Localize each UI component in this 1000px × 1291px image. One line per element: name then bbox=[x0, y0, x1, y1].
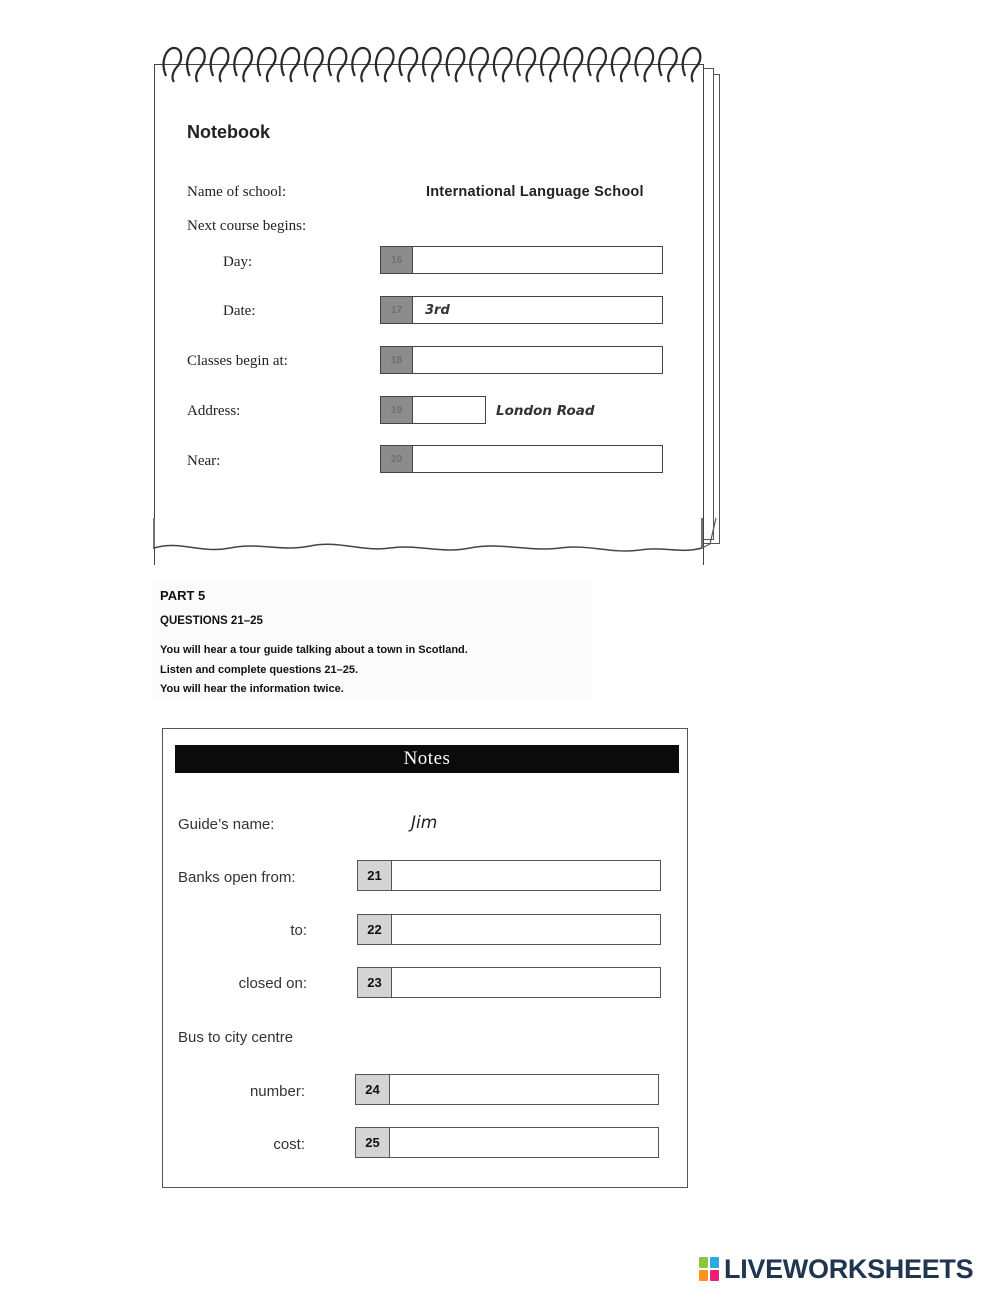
near-input[interactable] bbox=[417, 446, 658, 472]
near-field bbox=[380, 445, 663, 473]
instruction-line: You will hear a tour guide talking about a town in Scotland. bbox=[160, 644, 468, 656]
question-number: 24 bbox=[356, 1075, 390, 1104]
instruction-line: You will hear the information twice. bbox=[160, 683, 344, 695]
spiral-ring bbox=[659, 48, 677, 82]
spiral-ring bbox=[518, 48, 536, 82]
bus-label: Bus to city centre bbox=[178, 1029, 294, 1046]
spiral-ring bbox=[447, 48, 465, 82]
guide-name-value: Jim bbox=[411, 813, 438, 833]
closed-on-field bbox=[357, 967, 661, 998]
question-number: 21 bbox=[358, 861, 392, 890]
banks-to-label: to: bbox=[290, 922, 307, 939]
spiral-ring bbox=[305, 48, 323, 82]
spiral-ring bbox=[565, 48, 583, 82]
bus-number-field bbox=[355, 1074, 659, 1105]
address-label: Address: bbox=[187, 403, 241, 419]
day-input[interactable] bbox=[417, 247, 658, 273]
spiral-ring bbox=[282, 48, 300, 82]
question-number: 20 bbox=[381, 446, 413, 472]
address-field bbox=[380, 396, 486, 424]
date-input[interactable] bbox=[417, 297, 658, 323]
brand-name: LIVEWORKSHEETS bbox=[724, 1253, 974, 1284]
questions-heading: QUESTIONS 21–25 bbox=[160, 615, 263, 627]
logo-square-blue bbox=[710, 1257, 719, 1268]
address-input[interactable] bbox=[417, 397, 481, 423]
spiral-ring bbox=[234, 48, 252, 82]
spiral-ring bbox=[612, 48, 630, 82]
liveworksheets-brand[interactable] bbox=[698, 1253, 973, 1285]
bus-number-label: number: bbox=[249, 1083, 305, 1100]
logo-square-green bbox=[699, 1257, 708, 1268]
classes-begin-field bbox=[380, 346, 663, 374]
spiral-ring bbox=[164, 48, 182, 82]
liveworksheets-logo-icon bbox=[698, 1256, 720, 1282]
day-label: Day: bbox=[223, 254, 253, 270]
school-value: International Language School bbox=[426, 184, 644, 200]
spiral-ring bbox=[588, 48, 606, 82]
day-field bbox=[380, 246, 663, 274]
part5-instructions bbox=[152, 580, 592, 700]
notebook bbox=[150, 38, 730, 568]
spiral-ring bbox=[187, 48, 205, 82]
classes-begin-input[interactable] bbox=[417, 347, 658, 373]
question-number: 19 bbox=[381, 397, 413, 423]
spiral-ring bbox=[258, 48, 276, 82]
question-number: 22 bbox=[358, 915, 392, 944]
question-number: 17 bbox=[381, 297, 413, 323]
address-suffix: London Road bbox=[496, 403, 595, 419]
banks-open-input[interactable] bbox=[396, 861, 658, 890]
spiral-ring bbox=[400, 48, 418, 82]
instruction-line: Listen and complete questions 21–25. bbox=[160, 664, 359, 676]
bus-cost-label: cost: bbox=[273, 1136, 305, 1153]
spiral-ring bbox=[329, 48, 347, 82]
date-label: Date: bbox=[223, 303, 256, 319]
spiral-binding-icon bbox=[158, 38, 718, 98]
banks-to-input[interactable] bbox=[396, 915, 658, 944]
guide-name-label: Guide’s name: bbox=[178, 816, 275, 833]
question-number: 16 bbox=[381, 247, 413, 273]
near-label: Near: bbox=[187, 453, 221, 469]
spiral-ring bbox=[352, 48, 370, 82]
classes-begin-label: Classes begin at: bbox=[187, 353, 288, 369]
bus-cost-input[interactable] bbox=[394, 1128, 656, 1157]
school-label: Name of school: bbox=[187, 184, 287, 200]
spiral-ring bbox=[423, 48, 441, 82]
torn-edge-icon bbox=[150, 518, 730, 568]
date-field bbox=[380, 296, 663, 324]
spiral-ring bbox=[211, 48, 229, 82]
part-heading: PART 5 bbox=[160, 588, 206, 603]
question-number: 23 bbox=[358, 968, 392, 997]
logo-square-pink bbox=[710, 1270, 719, 1281]
spiral-ring bbox=[494, 48, 512, 82]
notes-title: Notes bbox=[175, 745, 679, 773]
banks-open-label: Banks open from: bbox=[178, 869, 296, 886]
question-number: 25 bbox=[356, 1128, 390, 1157]
closed-on-input[interactable] bbox=[396, 968, 658, 997]
next-course-label: Next course begins: bbox=[187, 218, 307, 234]
banks-to-field bbox=[357, 914, 661, 945]
spiral-ring bbox=[541, 48, 559, 82]
bus-cost-field bbox=[355, 1127, 659, 1158]
closed-on-label: closed on: bbox=[238, 975, 307, 992]
spiral-ring bbox=[636, 48, 654, 82]
spiral-ring bbox=[683, 48, 701, 82]
logo-square-orange bbox=[699, 1270, 708, 1281]
bus-number-input[interactable] bbox=[394, 1075, 656, 1104]
question-number: 18 bbox=[381, 347, 413, 373]
banks-open-field bbox=[357, 860, 661, 891]
notes-panel bbox=[162, 728, 688, 1188]
spiral-ring bbox=[376, 48, 394, 82]
notebook-title: Notebook bbox=[187, 122, 270, 142]
spiral-ring bbox=[470, 48, 488, 82]
